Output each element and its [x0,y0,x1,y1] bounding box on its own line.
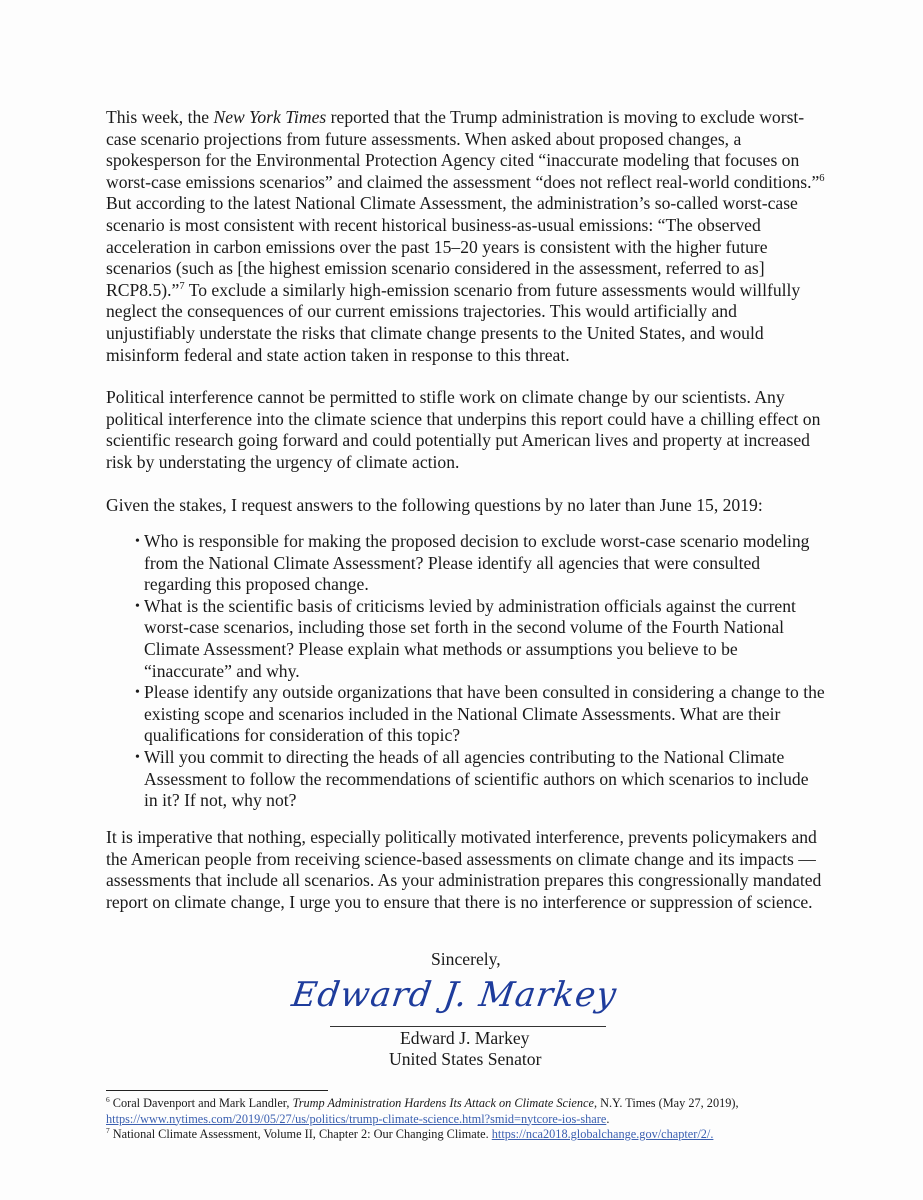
footnote-text: , N.Y. Times (May 27, 2019), [593,1096,739,1110]
nytimes-link[interactable]: https://www.nytimes.com/2019/05/27/us/politics/trump-climate-science.html?smid=nytcore-ios-share [106,1111,607,1126]
question-item [106,596,826,682]
question-item [106,531,826,596]
paragraph-nyt-report [106,107,826,366]
question-text: What is the scientific basis of criticisms levied by administration officials against the current worst-case scenarios, including those set forth in the second volume of the Fourth National Climate Assessment? Please explain what methods or assumptions you believe to be “inaccurate” and why. [144,595,796,681]
question-text: Who is responsible for making the proposed decision to exclude worst-case scenario modeling from the National Climate Assessment? Please identify all agencies that were consulted regarding this proposed change. [144,531,810,595]
paragraph-conclusion [106,827,826,913]
footnote-text: . [606,1111,610,1126]
footnote-text: Coral Davenport and Mark Landler, [109,1096,293,1110]
footnote-divider [106,1090,328,1091]
p4-text: It is imperative that nothing, especially politically motivated interference, prevents policymakers and the American people from receiving science-based assessments on climate change and its impacts — assessments that include all scenarios. As your administration prepares this congressionally mandated report on climate change, I urge you to ensure that there is no interference or suppression of science. [106,827,822,912]
footnote-6 [106,1096,826,1127]
question-item [106,747,826,812]
signature-line [330,1026,606,1027]
nca-link[interactable]: https://nca2018.globalchange.gov/chapter/2/. [491,1127,714,1141]
p1-text-b: But according to the latest National Climate Assessment, the administration’s so-called worst-case scenario is most consistent with recent historical business-as-usual emissions: “The observed acceleration in carbon emissions over the past 15–20 years is consistent with the higher future scenarios (such as [the highest emission scenario considered in the assessment, referred to as] RCP8.5).” [106,193,798,300]
p3-text: Given the stakes, I request answers to the following questions by no later than June 15, 2019: [106,495,763,515]
closing-salutation: Sincerely, [431,949,501,969]
question-item [106,682,826,747]
question-text: Please identify any outside organizations that have been consulted in considering a change to the existing scope and scenarios included in the National Climate Assessments. What are their qualifications for consideration of this topic? [144,682,825,746]
footnote-7 [106,1127,826,1143]
p2-text: Political interference cannot be permitted to stifle work on climate change by our scientists. Any political interference into the climate science that underpins this report could have a chilling effect on scientific research going forward and could potentially put American lives and property at increased risk by understating the urgency of climate action. [106,387,821,472]
signer-name: Edward J. Markey [400,1028,530,1048]
paragraph-request-intro [106,495,826,517]
footnote-ref-6[interactable]: 6 [819,172,825,184]
publication-name: New York Times [213,107,327,127]
footnote-text: National Climate Assessment, Volume II, Chapter 2: Our Changing Climate. [109,1127,492,1141]
paragraph-political-interference [106,387,826,473]
footnote-number: 6 [106,1094,110,1104]
question-text: Will you commit to directing the heads of all agencies contributing to the National Climate Assessment to follow the recommendations of scientific authors on which scenarios to include in it? If not, why not? [144,746,809,811]
bullet-icon: • [135,749,140,765]
questions-list [106,531,826,812]
footnote-number: 7 [106,1125,110,1135]
footnote-ref-7[interactable]: 7 [179,280,185,292]
bullet-icon: • [135,685,140,701]
p1-pre: This week, the [106,107,214,127]
p1-text-c: To exclude a similarly high-emission scenario from future assessments would willfully neglect the consequences of our current emissions trajectories. This would artificially and unjustifiably understate the risks that climate change presents to the United States, and would misinform federal and state action taken in response to this threat. [106,279,801,365]
bullet-icon: • [135,534,140,549]
handwritten-signature: Edward J. Markey [289,975,620,1015]
signer-title: United States Senator [389,1049,542,1069]
p1-text-a: reported that the Trump administration is moving to exclude worst-case scenario projections from future assessments. When asked about proposed changes, a spokesperson for the Environmental Protection Agency cited “inaccurate modeling that focuses on worst-case emissions scenarios” and claimed the assessment “does not reflect real-world conditions.” [106,107,820,192]
article-title: Trump Administration Hardens Its Attack on Climate Science [292,1096,594,1110]
bullet-icon: • [135,598,140,614]
footnotes [106,1096,826,1143]
